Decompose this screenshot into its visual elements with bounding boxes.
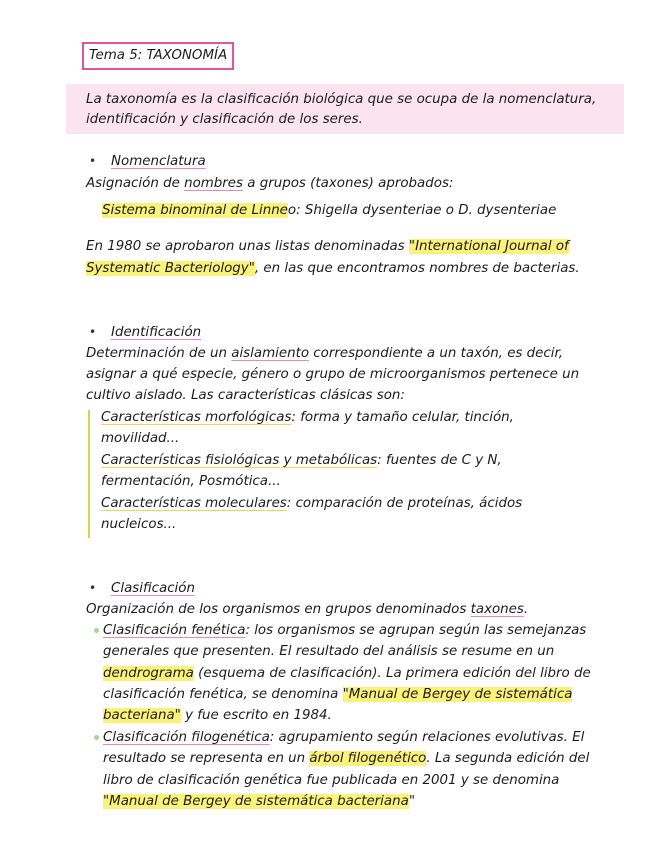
identificacion-line-1: Determinación de un aislamiento correspondiente a un taxón, es decir, [86,346,564,361]
fenetica-line-4: clasificación fenética, se denomina "Manual de Bergey de sistemática [103,687,573,702]
bullet-fenetica [94,628,99,633]
fenetica-line-2: generales que presenten. El resultado del análisis se resume en un [103,644,555,659]
term-fenetica: Clasificación fenética [103,623,246,638]
highlight-journal-1: "International Journal of [408,239,569,254]
nomenclatura-para-line-2: Systematic Bacteriology", en las que encontramos nombres de bacterias. [86,261,580,276]
heading-clasificacion: Clasificación [111,581,195,596]
term-aislamiento: aislamiento [231,346,310,361]
fenetica-line-5: bacteriana" y fue escrito en 1984. [103,708,332,723]
heading-identificacion: Identificación [111,325,202,340]
char-morfologicas-cont: movilidad... [101,431,180,446]
filogenetica-line-4: "Manual de Bergey de sistemática bacteriana" [103,794,415,809]
filogenetica-line-2: resultado se representa en un árbol filogenético. La segunda edición del [103,751,590,766]
fenetica-line-1: Clasificación fenética: los organismos se agrupan según las semejanzas [103,623,587,638]
fenetica-line-3: dendrograma (esquema de clasificación). La primera edición del libro de [103,666,591,681]
intro-line-1: La taxonomía es la clasificación biológica que se ocupa de la nomenclatura, [86,92,597,107]
intro-line-2: identificación y clasificación de los seres. [86,112,363,127]
heading-nomenclatura: Nomenclatura [111,154,206,169]
highlight-bergey-1b: bacteriana" [103,708,181,723]
bullet-filogenetica [94,735,99,740]
highlight-linne: Sistema binominal de Linne [102,203,288,218]
char-moleculares-cont: nucleicos... [101,517,177,532]
identificacion-line-2: asignar a qué especie, género o grupo de microorganismos pertenece un [86,367,580,382]
char-fisiologicas: Características fisiológicas y metabólicas: fuentes de C y N, [101,453,502,468]
term-filogenetica: Clasificación filogenética [103,730,270,745]
term-moleculares: Características moleculares [101,496,287,511]
char-morfologicas: Características morfológicas: forma y tamaño celular, tinción, [101,410,514,425]
term-taxones: taxones [470,602,524,617]
char-moleculares: Características moleculares: comparación de proteínas, ácidos [101,496,523,511]
identificacion-line-3: cultivo aislado. Las características clásicas son: [86,388,405,403]
highlight-dendrograma: dendrograma [103,666,194,681]
char-fisiologicas-cont: fermentación, Posmótica... [101,474,281,489]
page-title: Tema 5: TAXONOMÍA [82,42,234,70]
term-nombres: nombres [184,176,244,191]
highlight-bergey-2: "Manual de Bergey de sistemática bacteriana [103,794,409,809]
highlight-bergey-1: "Manual de Bergey de sistemática [342,687,573,702]
nomenclatura-para-line-1: En 1980 se aprobaron unas listas denominadas "International Journal of [86,239,569,254]
bullet-clasificacion: • [89,581,97,595]
bullet-identificacion: • [89,325,97,339]
nomenclatura-definition: Asignación de nombres a grupos (taxones) aprobados: [86,176,454,191]
term-fisiologicas: Características fisiológicas y metabólicas [101,453,378,468]
filogenetica-line-1: Clasificación filogenética: agrupamiento según relaciones evolutivas. El [103,730,585,745]
term-morfologicas: Características morfológicas [101,410,292,425]
characteristics-side-bar [88,410,90,538]
highlight-journal-2: Systematic Bacteriology" [86,261,255,276]
filogenetica-line-3: libro de clasificación genética fue publicada en 2001 y se denomina [103,773,560,788]
nomenclatura-example: Sistema binominal de Linneo: Shigella dysenteriae o D. dysenteriae [102,203,557,218]
bullet-nomenclatura: • [89,154,97,168]
highlight-arbol: árbol filogenético [309,751,427,766]
clasificacion-definition: Organización de los organismos en grupos denominados taxones. [86,602,529,617]
